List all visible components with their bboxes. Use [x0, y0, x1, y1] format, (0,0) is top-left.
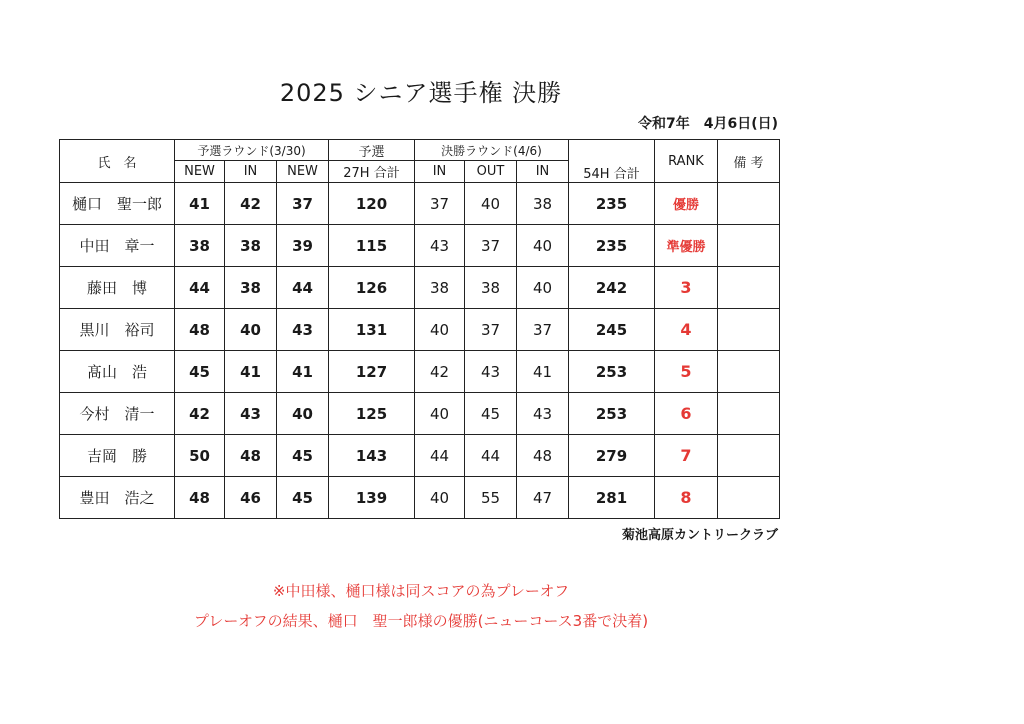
remarks-cell: [718, 225, 780, 267]
remarks-cell: [718, 435, 780, 477]
header-final-col: IN: [517, 161, 569, 183]
total-54h: 242: [569, 267, 655, 309]
header-row-top: [60, 140, 780, 161]
header-prelim-group: 予選ラウンド(3/30): [175, 140, 329, 161]
final-score: 40: [415, 477, 465, 519]
header-prelim-col: NEW: [175, 161, 225, 183]
total-54h: 253: [569, 351, 655, 393]
final-score: 37: [415, 183, 465, 225]
prelim-score: 45: [277, 435, 329, 477]
event-date: 令和7年 4月6日(日): [637, 116, 778, 132]
remarks-cell: [718, 477, 780, 519]
rank-cell: 8: [655, 477, 718, 519]
rank-cell: 4: [655, 309, 718, 351]
total-27h: 143: [329, 435, 415, 477]
final-score: 40: [465, 183, 517, 225]
prelim-score: 40: [277, 393, 329, 435]
player-name: 今村 清一: [60, 393, 175, 435]
table-row: [60, 225, 780, 267]
prelim-score: 41: [277, 351, 329, 393]
final-score: 43: [465, 351, 517, 393]
prelim-score: 41: [175, 183, 225, 225]
header-prelim-total-bottom: 27H 合計: [329, 161, 415, 183]
prelim-score: 38: [225, 267, 277, 309]
header-prelim-col: IN: [225, 161, 277, 183]
final-score: 47: [517, 477, 569, 519]
rank-cell: 準優勝: [655, 225, 718, 267]
prelim-score: 44: [175, 267, 225, 309]
prelim-score: 38: [225, 225, 277, 267]
final-score: 38: [517, 183, 569, 225]
rank-cell: 7: [655, 435, 718, 477]
prelim-score: 45: [175, 351, 225, 393]
header-rank: RANK: [655, 140, 718, 183]
prelim-score: 40: [225, 309, 277, 351]
table-row: [60, 435, 780, 477]
table-row: [60, 393, 780, 435]
prelim-score: 37: [277, 183, 329, 225]
final-score: 37: [465, 309, 517, 351]
rank-cell: 優勝: [655, 183, 718, 225]
total-27h: 125: [329, 393, 415, 435]
final-score: 42: [415, 351, 465, 393]
player-name: 中田 章一: [60, 225, 175, 267]
results-table: [59, 139, 780, 519]
final-score: 40: [415, 393, 465, 435]
final-score: 40: [517, 225, 569, 267]
remarks-cell: [718, 393, 780, 435]
table-row: [60, 477, 780, 519]
total-54h: 279: [569, 435, 655, 477]
final-score: 40: [517, 267, 569, 309]
header-prelim-total-top: 予選: [329, 140, 415, 161]
prelim-score: 48: [225, 435, 277, 477]
total-27h: 126: [329, 267, 415, 309]
prelim-score: 38: [175, 225, 225, 267]
final-score: 37: [465, 225, 517, 267]
remarks-cell: [718, 309, 780, 351]
final-score: 38: [415, 267, 465, 309]
table-row: [60, 267, 780, 309]
player-name: 黒川 裕司: [60, 309, 175, 351]
total-27h: 120: [329, 183, 415, 225]
header-final-group: 決勝ラウンド(4/6): [415, 140, 569, 161]
final-score: 40: [415, 309, 465, 351]
remarks-cell: [718, 267, 780, 309]
final-score: 37: [517, 309, 569, 351]
page-title: 2025 シニア選手権 決勝: [279, 79, 563, 107]
prelim-score: 43: [225, 393, 277, 435]
playoff-result-note: プレーオフの結果、樋口 聖一郎様の優勝(ニューコース3番で決着): [193, 612, 649, 630]
prelim-score: 43: [277, 309, 329, 351]
total-54h: 245: [569, 309, 655, 351]
player-name: 樋口 聖一郎: [60, 183, 175, 225]
rank-cell: 6: [655, 393, 718, 435]
final-score: 44: [415, 435, 465, 477]
header-final-col: IN: [415, 161, 465, 183]
player-name: 藤田 博: [60, 267, 175, 309]
header-name: 氏 名: [60, 140, 175, 183]
prelim-score: 39: [277, 225, 329, 267]
final-score: 44: [465, 435, 517, 477]
final-score: 38: [465, 267, 517, 309]
prelim-score: 48: [175, 309, 225, 351]
prelim-score: 41: [225, 351, 277, 393]
prelim-score: 44: [277, 267, 329, 309]
final-score: 55: [465, 477, 517, 519]
header-prelim-col: NEW: [277, 161, 329, 183]
prelim-score: 42: [225, 183, 277, 225]
prelim-score: 50: [175, 435, 225, 477]
prelim-score: 42: [175, 393, 225, 435]
header-final-col: OUT: [465, 161, 517, 183]
player-name: 吉岡 勝: [60, 435, 175, 477]
final-score: 43: [517, 393, 569, 435]
total-27h: 131: [329, 309, 415, 351]
total-54h: 235: [569, 183, 655, 225]
remarks-cell: [718, 351, 780, 393]
prelim-score: 48: [175, 477, 225, 519]
total-27h: 127: [329, 351, 415, 393]
total-27h: 139: [329, 477, 415, 519]
results-body: [60, 183, 780, 519]
prelim-score: 45: [277, 477, 329, 519]
total-54h: 235: [569, 225, 655, 267]
final-score: 48: [517, 435, 569, 477]
final-score: 41: [517, 351, 569, 393]
total-54h: 253: [569, 393, 655, 435]
final-score: 45: [465, 393, 517, 435]
prelim-score: 46: [225, 477, 277, 519]
remarks-cell: [718, 183, 780, 225]
total-27h: 115: [329, 225, 415, 267]
player-name: 豊田 浩之: [60, 477, 175, 519]
rank-cell: 3: [655, 267, 718, 309]
total-54h: 281: [569, 477, 655, 519]
club-name: 菊池高原カントリークラブ: [621, 528, 778, 543]
final-score: 43: [415, 225, 465, 267]
playoff-note: ※中田様、樋口様は同スコアの為プレーオフ: [272, 582, 570, 600]
rank-cell: 5: [655, 351, 718, 393]
header-total54: 54H 合計: [569, 140, 655, 183]
table-row: [60, 183, 780, 225]
player-name: 髙山 浩: [60, 351, 175, 393]
table-row: [60, 309, 780, 351]
table-row: [60, 351, 780, 393]
header-remarks: 備 考: [718, 140, 780, 183]
